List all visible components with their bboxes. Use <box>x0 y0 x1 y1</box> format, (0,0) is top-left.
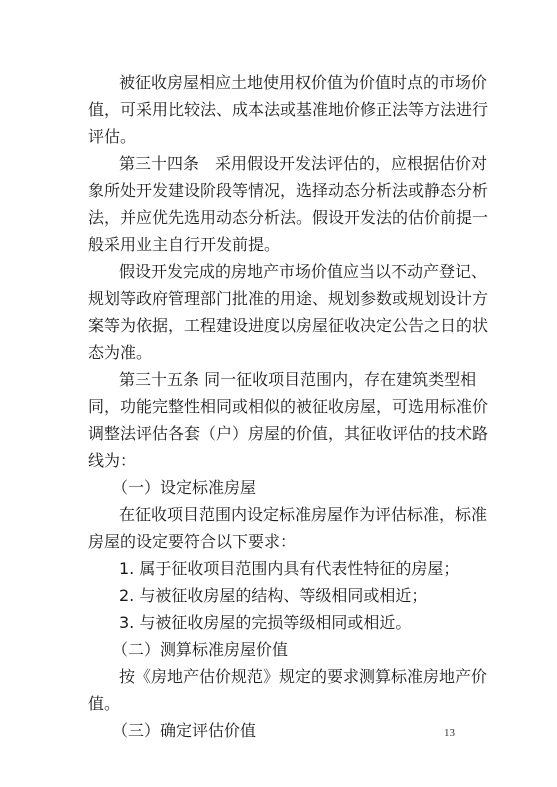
list-item: 3. 与被征收房屋的完损等级相同或相近。 <box>119 613 412 632</box>
article-34-heading: 第三十四条 采用假设开发法评估的，应根据估价对 <box>119 154 488 173</box>
text-line: 值。 <box>88 694 121 713</box>
section-heading-2: （二）测算标准房屋价值 <box>112 640 289 659</box>
text-line: 规划等政府管理部门批准的用途、规划参数或规划设计方 <box>88 289 489 308</box>
text-line: 评估。 <box>88 127 137 146</box>
text-line: 般采用业主自行开发前提。 <box>88 235 281 254</box>
page-number: 13 <box>444 727 455 739</box>
text-line: 线为： <box>88 451 137 470</box>
section-heading-3: （三）确定评估价值 <box>112 721 257 740</box>
text-line: 同，功能完整性相同或相似的被征收房屋，可选用标准价 <box>88 397 489 416</box>
list-item: 2. 与被征收房屋的结构、等级相同或相近； <box>119 586 428 605</box>
article-35-heading: 第三十五条 同一征收项目范围内，存在建筑类型相 <box>119 370 477 389</box>
text-line: 法，并应优先选用动态分析法。假设开发法的估价前提一 <box>88 208 489 227</box>
section-heading-1: （一）设定标准房屋 <box>112 478 257 497</box>
list-item: 1. 属于征收项目范围内具有代表性特征的房屋； <box>119 559 460 578</box>
text-line: 房屋的设定要符合以下要求： <box>88 532 297 551</box>
text-line: 被征收房屋相应土地使用权价值为价值时点的市场价 <box>119 73 488 92</box>
text-line: 在征收项目范围内设定标准房屋作为评估标准，标准 <box>119 505 488 524</box>
text-line: 调整法评估各套（户）房屋的价值，其征收评估的技术路 <box>88 424 489 443</box>
text-line: 象所处开发建设阶段等情况，选择动态分析法或静态分析 <box>88 181 489 200</box>
text-line: 案等为依据，工程建设进度以房屋征收决定公告之日的状 <box>88 316 489 335</box>
text-line: 态为准。 <box>88 343 153 362</box>
text-line: 按《房地产估价规范》规定的要求测算标准房地产价 <box>119 667 488 686</box>
text-line: 值，可采用比较法、成本法或基准地价修正法等方法进行 <box>88 100 489 119</box>
text-line: 假设开发完成的房地产市场价值应当以不动产登记、 <box>119 262 488 281</box>
